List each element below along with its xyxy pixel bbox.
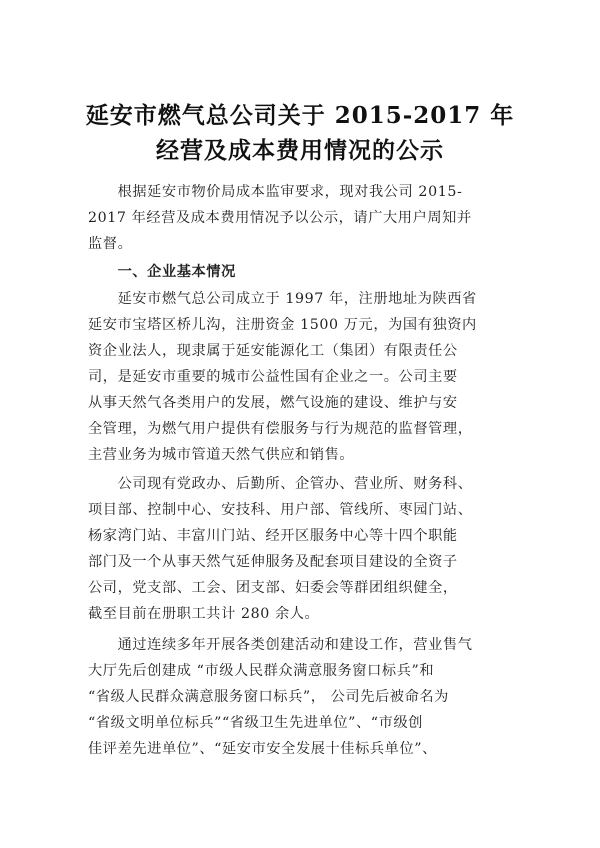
- paragraph-line: 主营业务为城市管道天然气供应和销售。: [88, 447, 355, 463]
- paragraph-line: “省级文明单位标兵”“省级卫生先进单位”、“市级创: [88, 715, 424, 731]
- paragraph-line: 全管理，为燃气用户提供有偿服务与行为规范的监督管理，: [88, 421, 473, 437]
- paragraph-line: 佳评差先进单位”、“延安市安全发展十佳标兵单位”、: [88, 741, 437, 757]
- paragraph-line: 根据延安市物价局成本监审要求，现对我公司 2015-: [88, 184, 463, 200]
- paragraph-line: 延安市燃气总公司成立于 1997 年，注册地址为陕西省: [88, 291, 477, 307]
- paragraph-line: 项目部、控制中心、安技科、用户部、管线所、枣园门站、: [88, 502, 473, 518]
- title-line-2: 经营及成本费用情况的公示: [156, 137, 444, 164]
- paragraph-line: 2017 年经营及成本费用情况予以公示，请广大用户周知并: [88, 210, 472, 226]
- paragraph-line: 通过连续多年开展各类创建活动和建设工作，营业售气: [88, 637, 473, 653]
- section-heading: 一、企业基本情况: [88, 264, 236, 280]
- paragraph-line: 从事天然气各类用户的发展，燃气设施的建设、维护与安: [88, 395, 458, 411]
- paragraph-line: 监督。: [88, 236, 133, 252]
- paragraph-line: 资企业法人，现隶属于延安能源化工（集团）有限责任公: [88, 343, 458, 359]
- paragraph-line: 截至目前在册职工共计 280 余人。: [88, 606, 320, 622]
- paragraph-line: 大厅先后创建成 “市级人民群众满意服务窗口标兵”和: [88, 663, 435, 679]
- paragraph-line: 延安市宝塔区桥儿沟，注册资金 1500 万元，为国有独资内: [88, 317, 477, 333]
- title-line-1: 延安市燃气总公司关于 2015-2017 年: [85, 102, 515, 129]
- paragraph-line: 公司现有党政办、后勤所、企管办、营业所、财务科、: [88, 476, 473, 492]
- paragraph-line: 杨家湾门站、丰富川门站、经开区服务中心等十四个职能: [88, 528, 458, 544]
- paragraph-line: 公司，党支部、工会、团支部、妇委会等群团组织健全，: [88, 580, 458, 596]
- paragraph-line: 司，是延安市重要的城市公益性国有企业之一。公司主要: [88, 369, 458, 385]
- paragraph-line: “省级人民群众满意服务窗口标兵”， 公司先后被命名为: [88, 689, 449, 705]
- paragraph-line: 部门及一个从事天然气延伸服务及配套项目建设的全资子: [88, 554, 458, 570]
